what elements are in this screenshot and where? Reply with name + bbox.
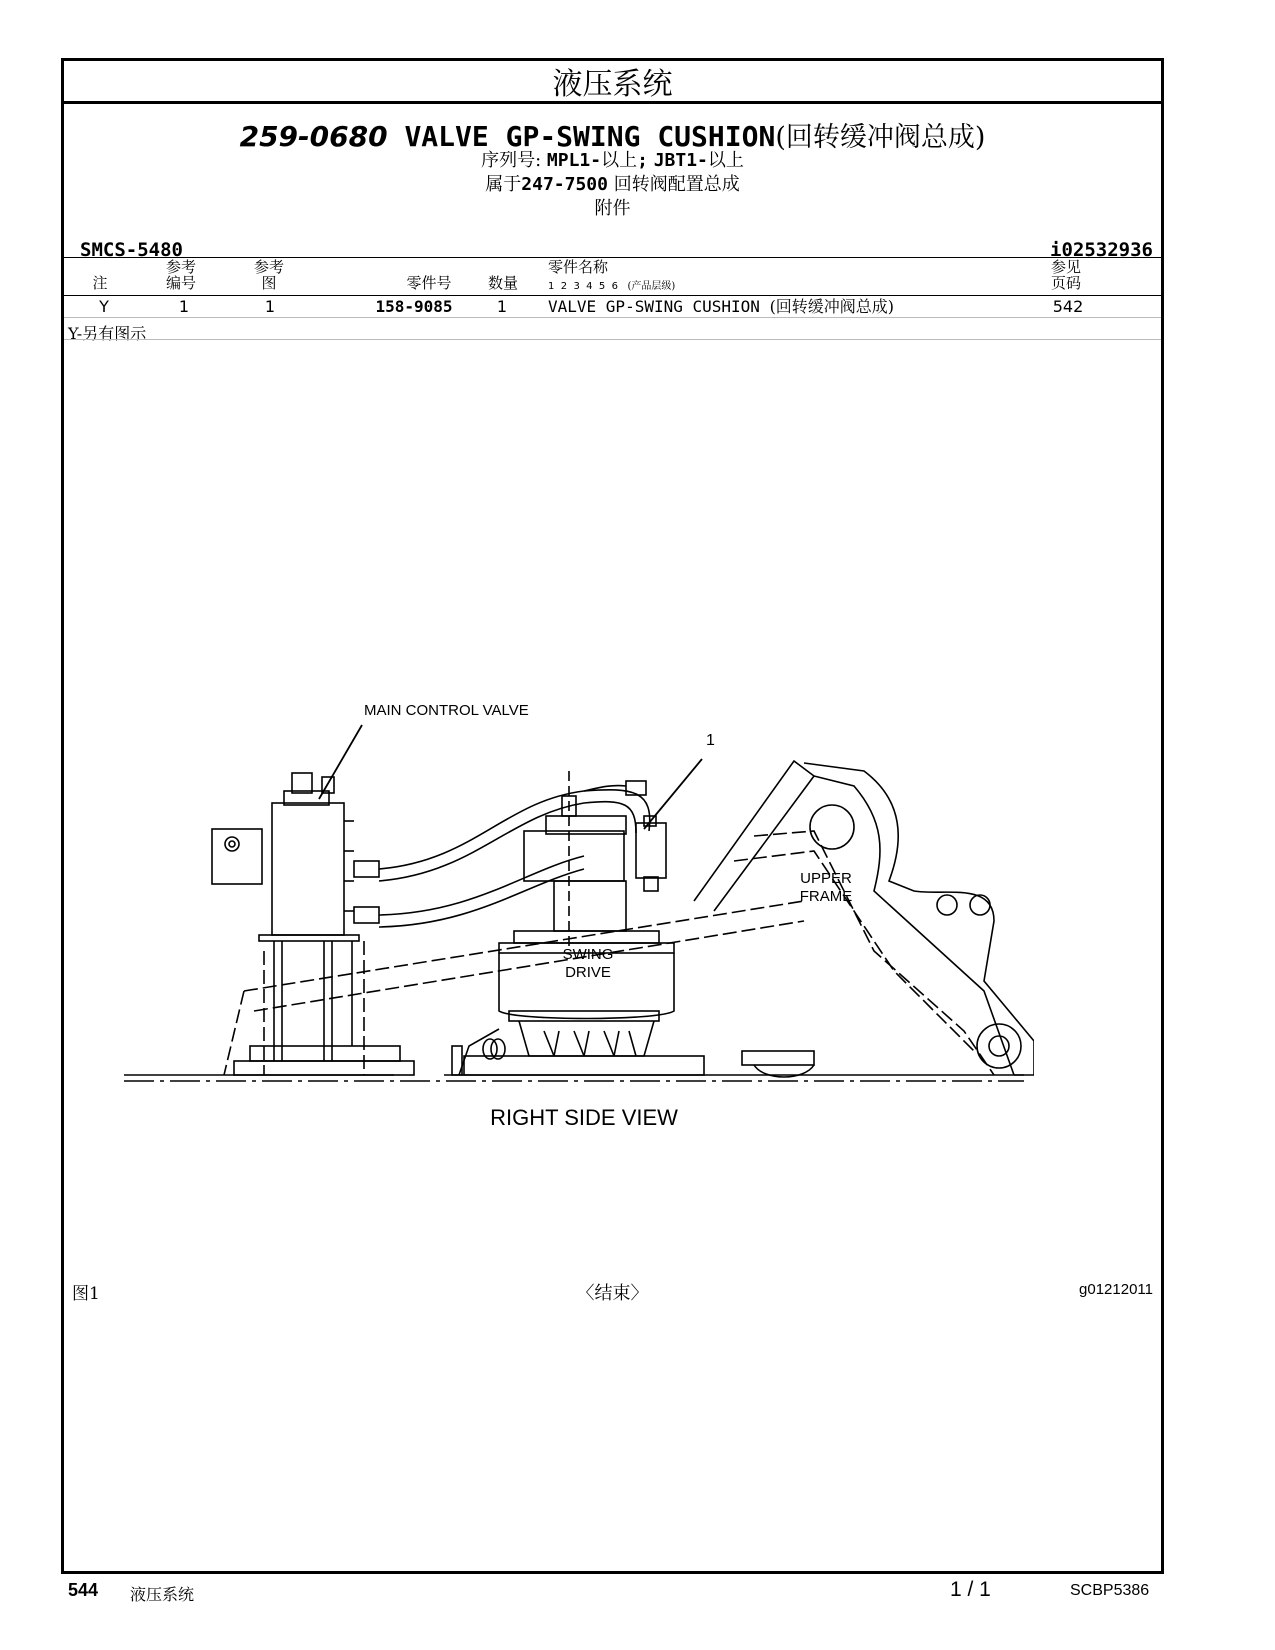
bracket-small [742,1051,814,1065]
label-callout-1: 1 [706,732,715,749]
footnote-rule [64,339,1161,340]
doc-id: i02532936 [1050,239,1153,261]
col-note: 注 [92,274,108,292]
section-title: 液压系统 [552,67,673,102]
label-swing: SWING [562,946,614,963]
label-upper: UPPER [800,870,852,887]
part-name-cn: (回转缓冲阀总成) [775,122,986,153]
label-drive: DRIVE [565,964,611,981]
col-levels: 1 2 3 4 5 6 (产品层级) [548,281,676,292]
attachment-label: 附件 [594,198,631,219]
title-divider [64,101,1161,104]
label-frame: FRAME [799,888,853,905]
belongs-line: 属于247-7500 回转阀配置总成 [485,174,740,195]
row-rule [64,317,1161,318]
footer-section: 液压系统 [130,1585,195,1604]
end-marker: 〈结束〉 [576,1283,649,1304]
leader-callout-1 [644,759,702,829]
main-control-valve-shape [212,773,414,1075]
col-part-no: 零件号 [406,274,452,292]
table-header-rule [64,295,1161,296]
col-see-page: 参见 页码 [1050,258,1081,292]
table-top-rule [64,257,1161,258]
upper-frame-shape [694,761,1034,1077]
part-no-cell: 158-9085 [375,297,453,316]
technical-drawing [114,651,1034,1151]
serial-line: 序列号: MPL1-以上; JBT1-以上 [481,150,744,171]
col-ref-no: 参考 编号 [165,258,196,292]
figure-number: 图1 [72,1284,100,1304]
col-ref-fig: 参考 图 [253,258,284,292]
footnote: Y-另有图示 [68,324,147,343]
figure-caption: RIGHT SIDE VIEW [490,1105,678,1130]
swing-cushion-valve-shape [524,771,666,951]
part-number: 259-0680 [239,120,388,153]
part-name: VALVE GP-SWING CUSHION [404,120,776,153]
frame-outline [224,901,804,1075]
smcs-code: SMCS-5480 [80,239,183,261]
graphic-id: g01212011 [1079,1281,1153,1298]
footer-doc-code: SCBP5386 [1070,1582,1150,1599]
page-frame: 液压系统 259-0680 VALVE GP-SWING CUSHION(回转缓冲阀总成) 序列号: MPL1-以上; JBT1-以上 属于247-7500 回转阀配置总成 附件 SMCS-5480 i02532936 注 参考 编号 参考 图 零件号 数量 零件名称 1 2 3 4 5 6 (产品层级) 参见 页码 Y 1 1 158-9085 1 VALVE GP-SWING CUSHION (回转缓冲阀总成) 542 Y-另有图示 MAIN CONTROL VALVE 1 UPPER FRAME SWING DRIVE RIGHT SIDE VIEW 图1 〈结束〉 g01212011 [61,58,1164,1574]
leader-main-valve [319,725,362,799]
col-part-name: 零件名称 [548,258,609,276]
col-qty: 数量 [487,274,518,292]
belongs-number: 247-7500 [521,174,608,195]
footer-page-count: 1 / 1 [950,1578,991,1601]
label-main-control-valve: MAIN CONTROL VALVE [364,702,529,719]
footer-page-number: 544 [68,1580,99,1600]
part-name-cell: VALVE GP-SWING CUSHION (回转缓冲阀总成) [548,297,895,316]
